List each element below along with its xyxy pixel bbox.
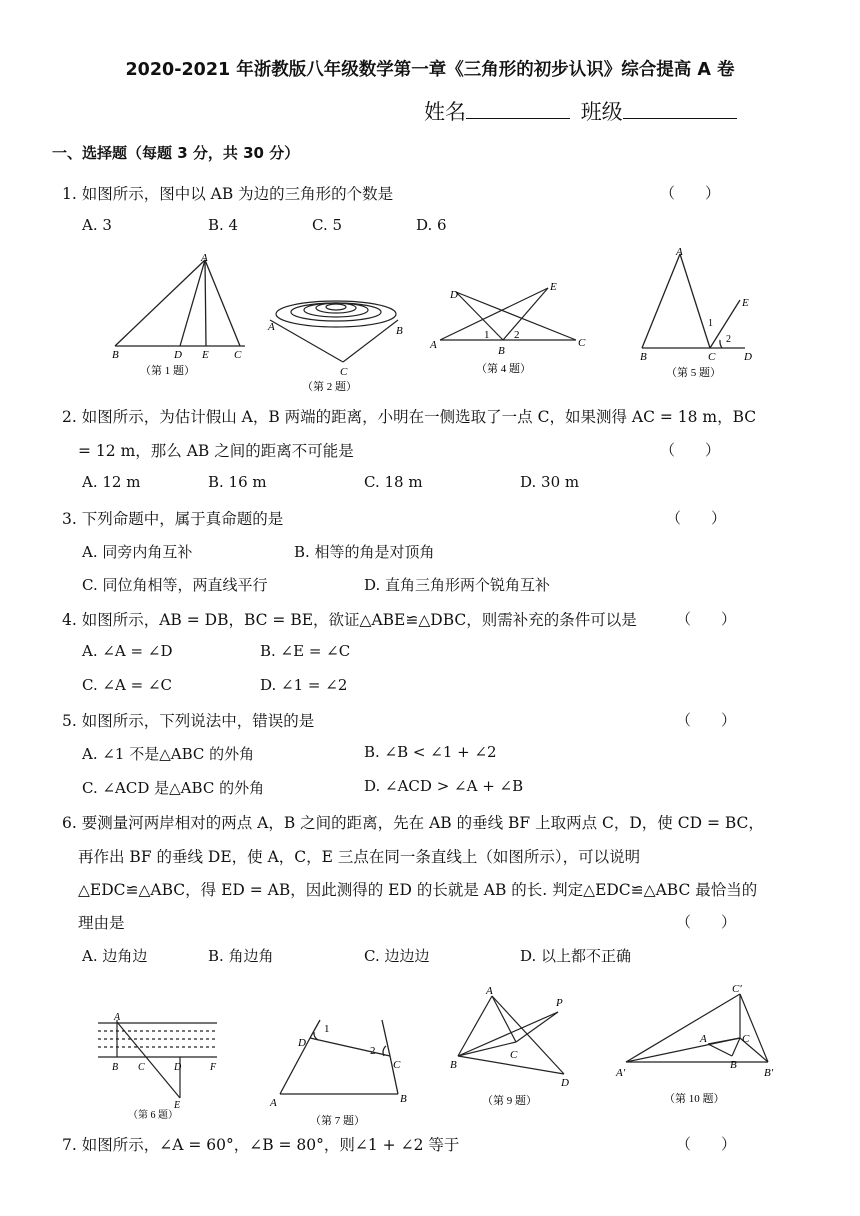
q4-option-c[interactable]: C. ∠A = ∠C <box>82 676 173 694</box>
svg-text:B: B <box>730 1059 737 1071</box>
q1-option-d[interactable]: D. 6 <box>416 216 447 234</box>
svg-text:F: F <box>210 1062 217 1073</box>
question-4-text: 4. 如图所示，AB = DB，BC = BE，欲证△ABE≌△DBC，则需补充的条件可以是 <box>62 611 637 629</box>
q3-option-d[interactable]: D. 直角三角形两个锐角互补 <box>364 576 551 594</box>
svg-text:B: B <box>112 349 119 361</box>
svg-text:C: C <box>138 1062 145 1073</box>
question-3-text: 3. 下列命题中，属于真命题的是 <box>62 510 284 528</box>
figure-6-caption: （第 6 题） <box>128 1110 178 1121</box>
svg-text:1: 1 <box>484 329 490 341</box>
svg-text:2: 2 <box>514 329 520 341</box>
figure-9 <box>446 984 582 1110</box>
q3-option-a[interactable]: A. 同旁内角互补 <box>82 543 193 561</box>
figure-5-caption: （第 5 题） <box>666 367 721 379</box>
figure-2 <box>258 282 418 394</box>
q4-option-d[interactable]: D. ∠1 = ∠2 <box>260 676 348 694</box>
svg-text:2: 2 <box>726 334 731 345</box>
svg-text:D: D <box>298 1037 306 1049</box>
svg-text:B: B <box>396 325 403 337</box>
answer-paren-5[interactable]: （ ） <box>676 711 737 729</box>
figure-7 <box>262 1016 418 1128</box>
figure-6 <box>92 1008 227 1126</box>
svg-text:E: E <box>742 297 749 309</box>
q4-option-b[interactable]: B. ∠E = ∠C <box>260 642 351 660</box>
svg-text:A: A <box>114 1012 121 1023</box>
svg-text:A: A <box>700 1033 707 1045</box>
svg-text:C: C <box>234 349 242 361</box>
q2-option-a[interactable]: A. 12 m <box>82 473 141 491</box>
svg-text:A: A <box>486 985 493 997</box>
svg-text:B: B <box>640 351 647 363</box>
svg-text:A: A <box>430 339 437 351</box>
svg-text:B: B <box>498 345 505 357</box>
figure-4-caption: （第 4 题） <box>476 363 531 375</box>
question-2-line1: 2. 如图所示，为估计假山 A，B 两端的距离，小明在一侧选取了一点 C，如果测得 AC = 18 m，BC <box>62 408 757 426</box>
figure-2-caption: （第 2 题） <box>302 381 357 393</box>
svg-text:E: E <box>550 281 557 293</box>
figure-9-caption: （第 9 题） <box>482 1095 537 1107</box>
svg-text:C: C <box>510 1049 518 1061</box>
page-title: 2020-2021 年浙教版八年级数学第一章《三角形的初步认识》综合提高 A 卷 <box>125 60 735 80</box>
q2-option-b[interactable]: B. 16 m <box>208 473 267 491</box>
question-2-line2: = 12 m，那么 AB 之间的距离不可能是 <box>78 442 354 460</box>
svg-text:C: C <box>393 1059 401 1071</box>
svg-text:E: E <box>174 1100 181 1111</box>
q4-option-a[interactable]: A. ∠A = ∠D <box>82 642 173 660</box>
svg-text:C′: C′ <box>732 983 742 995</box>
q6-option-a[interactable]: A. 边角边 <box>82 947 148 965</box>
q1-option-b[interactable]: B. 4 <box>208 216 239 234</box>
svg-text:A: A <box>676 246 683 258</box>
question-6-line4: 理由是 <box>78 914 125 932</box>
q6-option-b[interactable]: B. 角边角 <box>208 947 274 965</box>
svg-text:A: A <box>268 321 275 333</box>
svg-text:B: B <box>112 1062 119 1073</box>
svg-text:B: B <box>450 1059 457 1071</box>
name-blank[interactable] <box>466 100 570 119</box>
answer-paren-4[interactable]: （ ） <box>676 610 737 628</box>
q6-option-c[interactable]: C. 边边边 <box>364 947 430 965</box>
svg-text:D: D <box>174 1062 182 1073</box>
q5-option-d[interactable]: D. ∠ACD > ∠A + ∠B <box>364 777 524 795</box>
question-6-line3: △EDC≌△ABC，得 ED = AB，因此测得的 ED 的长就是 AB 的长. 判定△EDC≌△ABC 最恰当的 <box>78 881 758 899</box>
figure-7-caption: （第 7 题） <box>310 1115 365 1127</box>
answer-paren-1[interactable]: （ ） <box>660 184 721 202</box>
class-blank[interactable] <box>623 100 737 119</box>
q2-option-c[interactable]: C. 18 m <box>364 473 423 491</box>
svg-text:B: B <box>400 1093 407 1105</box>
figure-1-caption: （第 1 题） <box>140 365 195 377</box>
q3-option-b[interactable]: B. 相等的角是对顶角 <box>294 543 435 561</box>
answer-paren-2[interactable]: （ ） <box>660 441 721 459</box>
svg-text:C: C <box>340 366 348 378</box>
question-6-line2: 再作出 BF 的垂线 DE，使 A，C，E 三点在同一条直线上（如图所示），可以说明 <box>78 848 641 866</box>
svg-text:A: A <box>270 1097 277 1109</box>
question-5-text: 5. 如图所示，下列说法中，错误的是 <box>62 712 315 730</box>
q5-option-c[interactable]: C. ∠ACD 是△ABC 的外角 <box>82 779 265 797</box>
q5-option-b[interactable]: B. ∠B < ∠1 + ∠2 <box>364 743 497 761</box>
answer-paren-3[interactable]: （ ） <box>666 509 727 527</box>
svg-text:A: A <box>201 252 208 264</box>
q1-option-a[interactable]: A. 3 <box>82 216 112 234</box>
svg-text:D: D <box>744 351 752 363</box>
svg-text:C: C <box>742 1033 750 1045</box>
svg-text:D: D <box>450 289 458 301</box>
question-6-line1: 6. 要测量河两岸相对的两点 A，B 之间的距离，先在 AB 的垂线 BF 上取两点 C，D，使 CD = BC， <box>62 814 764 832</box>
svg-text:E: E <box>202 349 209 361</box>
svg-text:C: C <box>578 337 586 349</box>
svg-text:A′: A′ <box>616 1067 626 1079</box>
answer-paren-7[interactable]: （ ） <box>676 1135 737 1153</box>
name-label: 姓名 <box>424 100 466 124</box>
question-1-text: 1. 如图所示，图中以 AB 为边的三角形的个数是 <box>62 185 394 203</box>
answer-paren-6[interactable]: （ ） <box>676 913 737 931</box>
q3-option-c[interactable]: C. 同位角相等，两直线平行 <box>82 576 268 594</box>
figure-10 <box>612 980 798 1110</box>
question-7-text: 7. 如图所示，∠A = 60°，∠B = 80°，则∠1 + ∠2 等于 <box>62 1136 460 1154</box>
svg-text:B′: B′ <box>764 1067 774 1079</box>
svg-text:2: 2 <box>370 1045 376 1057</box>
svg-text:D: D <box>174 349 182 361</box>
q5-option-a[interactable]: A. ∠1 不是△ABC 的外角 <box>82 745 255 763</box>
section-heading: 一、选择题（每题 3 分，共 30 分） <box>52 144 300 162</box>
class-label: 班级 <box>580 100 623 124</box>
svg-text:P: P <box>556 997 563 1009</box>
svg-text:D: D <box>561 1077 569 1089</box>
q2-option-d[interactable]: D. 30 m <box>520 473 580 491</box>
q6-option-d[interactable]: D. 以上都不正确 <box>520 947 632 965</box>
name-class-line <box>424 96 737 126</box>
q1-option-c[interactable]: C. 5 <box>312 216 343 234</box>
figure-1 <box>100 248 260 383</box>
figure-10-caption: （第 10 题） <box>664 1093 725 1105</box>
figure-4 <box>428 276 598 380</box>
svg-text:1: 1 <box>708 318 713 329</box>
svg-text:C: C <box>708 351 716 363</box>
figure-5 <box>630 242 770 382</box>
svg-text:1: 1 <box>324 1023 330 1035</box>
